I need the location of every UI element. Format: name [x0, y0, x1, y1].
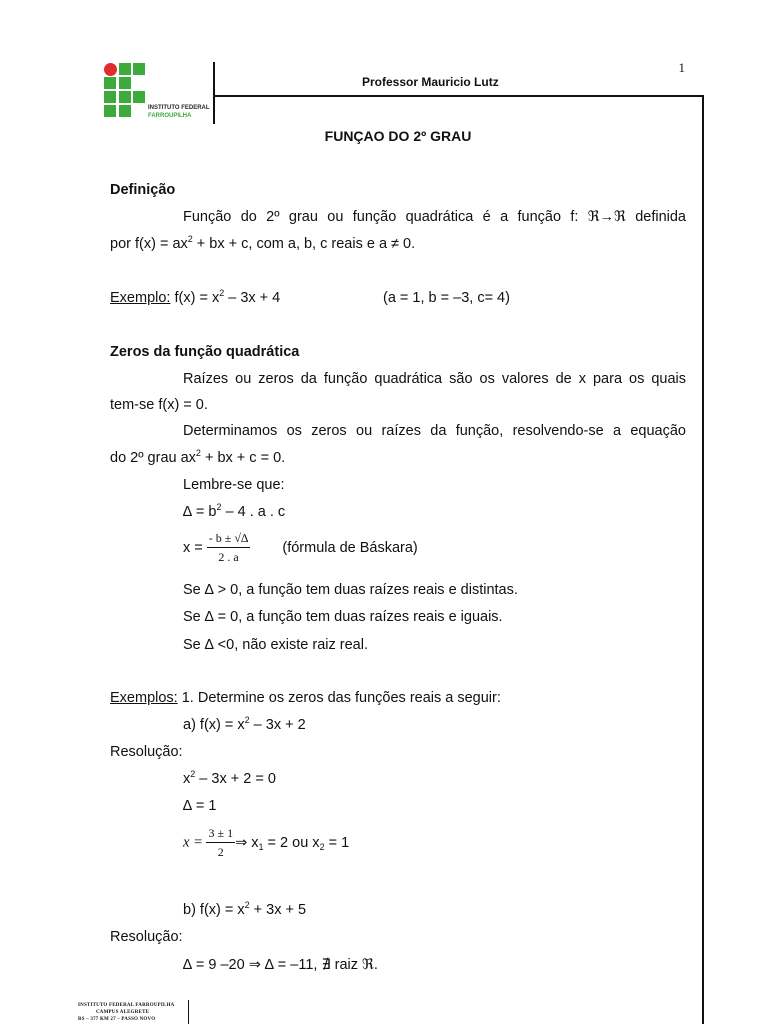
examples-label: Exemplos: — [110, 690, 178, 706]
example-b-function: b) $f(x) = x^2 + 3x + 5$ — [183, 900, 307, 918]
bhaskara-fraction: $\frac{- b \pm √\Delta}{2 . a}$ — [208, 531, 249, 564]
definition-heading: Definição — [110, 182, 176, 198]
zeros-p1-line1: Raízes ou zeros da função quadrática são os valores de x para os quais — [183, 371, 686, 387]
example-b-resolution-label: Resolução: — [110, 929, 183, 945]
header-divider-horizontal — [214, 95, 704, 97]
example-a-delta: ∆ = 1 — [183, 798, 217, 814]
delta-case-zero: Se ∆ = 0, a função tem duas raízes reais e iguais. — [183, 609, 503, 625]
logo-institution-name: INSTITUTO FEDERAL — [148, 105, 210, 111]
footer-line1: INSTITUTO FEDERAL FARROUPILHA — [78, 1003, 175, 1008]
example-a-roots: x = $\frac{3 \pm 1}{2}$ ⇒ $x_1 = 2$ ou $x_2 = 1$ — [183, 826, 350, 859]
delta-formula: ∆ = $b^2 - 4$ . a . c — [183, 502, 286, 520]
example-a-fraction: $\frac{3 \pm 1}{2}$ — [208, 826, 234, 859]
page-title: FUNÇAO DO 2º GRAU — [324, 128, 472, 144]
zeros-heading: Zeros da função quadrática — [110, 344, 300, 360]
institution-logo — [104, 63, 214, 125]
page-number: 1 — [678, 60, 685, 75]
example-label: Exemplo: — [110, 290, 171, 306]
zeros-p2-line2: do 2º grau $ax^2$ + bx + c = 0. — [110, 448, 286, 466]
definition-paragraph-line2: por $f(x) = ax^2$ + bx + c, com a, b, c reais e a ≠ 0. — [110, 234, 416, 252]
right-margin-line — [702, 95, 704, 1024]
footer-institution — [78, 1002, 183, 1023]
footer-divider — [188, 1000, 189, 1024]
logo-institution-subname: FARROUPILHA — [148, 113, 192, 119]
example-b-delta: ∆ = 9 –20 ⇒ ∆ = –11, ∄ raiz ℜ. — [183, 957, 378, 973]
header-divider-vertical — [213, 62, 215, 124]
example-line: Exemplo: $f(x) = x^2 - 3x + 4$ — [110, 288, 281, 306]
definition-paragraph-line1: Função do 2º grau ou função quadrática é a função f: ℜ→ℜ definida — [183, 209, 686, 225]
example-a-equation: $x^2 - 3x + 2 = 0$ — [183, 769, 276, 787]
footer-line2: CAMPUS ALEGRETE — [96, 1010, 150, 1015]
author-name: Professor Mauricio Lutz — [362, 75, 499, 89]
delta-case-negative: Se ∆ <0, não existe raiz real. — [183, 637, 368, 653]
logo-red-circle — [104, 63, 117, 76]
footer-line3: RS – 377 KM 27 – PASSO NOVO — [78, 1017, 156, 1022]
example-a-resolution-label: Resolução: — [110, 744, 183, 760]
bhaskara-formula: x = $\frac{- b \pm √\Delta}{2 . a}$ (fórmula de Báskara) — [183, 531, 418, 564]
example-coefficients: (a = 1, b = –3, c= 4) — [383, 290, 510, 306]
zeros-p2-line1: Determinamos os zeros ou raízes da função, resolvendo-se a equação — [183, 423, 686, 439]
examples-intro: Exemplos: 1. Determine os zeros das funções reais a seguir: — [110, 690, 501, 706]
zeros-p1-line2: tem-se f(x) = 0. — [110, 397, 208, 413]
delta-case-positive: Se ∆ > 0, a função tem duas raízes reais e distintas. — [183, 582, 518, 598]
example-a-function: a) $f(x) = x^2 - 3x + 2$ — [183, 715, 306, 733]
remember-text: Lembre-se que: — [183, 477, 285, 493]
